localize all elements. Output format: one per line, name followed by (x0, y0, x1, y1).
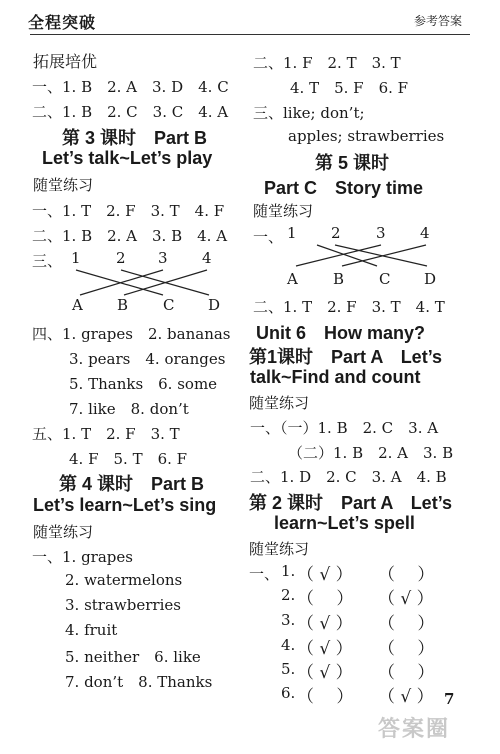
watermark-logo: 答案圈 (378, 717, 451, 742)
lesson3-row-2: 二、1. B 2. A 3. B 4. A (32, 227, 228, 245)
lesson4-row-5: 5. neither 6. like (65, 648, 201, 666)
lesson5-practice-label: 随堂练习 (253, 202, 314, 220)
lesson5-subtitle: Part C Story time (264, 178, 424, 198)
lesson4-row-2: 2. watermelons (65, 571, 183, 589)
brand-logo: 全程突破 (28, 13, 97, 32)
section-label: 参考答案 (414, 14, 463, 28)
lesson4-row-1: 一、1. grapes (32, 548, 133, 566)
lesson3-si-row-1: 四、1. grapes 2. bananas (32, 325, 231, 343)
check-row-5-a: （ √ ） (297, 663, 353, 683)
lesson4-row-6: 7. don’t 8. Thanks (65, 673, 213, 691)
check-row-2-num: 2. (281, 586, 296, 604)
unit6-row-1: 一、（一）1. B 2. C 3. A (250, 419, 439, 437)
lesson4-title: 第 4 课时 Part B (59, 474, 205, 494)
lesson3-match-top-3: 3 (158, 249, 168, 267)
lesson3-match-bottom-a: A (72, 296, 83, 314)
unit6-lesson2-subtitle: learn~Let’s spell (274, 513, 415, 533)
check-row-3-num: 3. (281, 611, 296, 629)
check-row-2-a: （ ） (297, 589, 354, 609)
lesson3-row-1: 一、1. T 2. F 3. T 4. F (32, 202, 225, 220)
tuozhan-row-2: 二、1. B 2. C 3. C 4. A (32, 103, 229, 121)
check-row-1-num: 1. (281, 562, 296, 580)
lesson3-match-prefix: 三、 (32, 252, 63, 270)
right-san-row-1: 三、like; don’t; (253, 104, 365, 122)
check-row-2-b: （ √ ） (378, 589, 434, 609)
lesson5-match-top-2: 2 (331, 224, 341, 242)
check-row-6-num: 6. (281, 684, 296, 702)
unit6-lesson2-title: 第 2 课时 Part A Let’s (249, 493, 453, 513)
check-row-1-b: （ ） (378, 565, 435, 585)
lesson5-match-bottom-a: A (287, 270, 298, 288)
lesson4-row-4: 4. fruit (65, 621, 118, 639)
unit6-lesson1-title: 第1课时 Part A Let’s (249, 347, 443, 367)
check-row-1-a: （ √ ） (297, 565, 353, 585)
check-row-3-a: （ √ ） (297, 614, 353, 634)
lesson5-match-top-4: 4 (420, 224, 430, 242)
lesson5-title: 第 5 课时 (315, 153, 390, 173)
right-san-row-2: apples; strawberries (288, 127, 445, 145)
check-row-4-num: 4. (281, 636, 296, 654)
page-number: 7 (444, 690, 455, 708)
check-prefix: 一、 (249, 565, 280, 583)
lesson3-wu-row-1: 五、1. T 2. F 3. T (32, 425, 180, 443)
lesson3-match-bottom-c: C (163, 296, 175, 314)
check-row-5-b: （ ） (378, 663, 435, 683)
lesson3-title: 第 3 课时 Part B (62, 128, 208, 148)
tuozhan-row-1: 一、1. B 2. A 3. D 4. C (32, 78, 229, 96)
unit6-row-3: 二、1. D 2. C 3. A 4. B (250, 468, 447, 486)
check-row-4-b: （ ） (378, 639, 435, 659)
check-row-3-b: （ ） (378, 614, 435, 634)
lesson3-match-bottom-b: B (117, 296, 129, 314)
lesson5-match-bottom-c: C (379, 270, 391, 288)
check-row-5-num: 5. (281, 660, 296, 678)
lesson4-row-3: 3. strawberries (65, 596, 181, 614)
lesson5-match-prefix: 一、 (253, 228, 284, 246)
check-row-6-b: （ √ ） (378, 687, 434, 707)
lesson3-match-top-4: 4 (202, 249, 212, 267)
lesson5-match-bottom-b: B (333, 270, 345, 288)
lesson4-practice-label: 随堂练习 (33, 523, 94, 541)
lesson3-wu-row-2: 4. F 5. T 6. F (69, 450, 188, 468)
tuozhan-title: 拓展培优 (33, 52, 98, 71)
unit6-title: Unit 6 How many? (256, 323, 426, 343)
lesson3-si-row-4: 7. like 8. don’t (69, 400, 189, 418)
lesson5-match-bottom-d: D (424, 270, 437, 288)
unit6-practice-label: 随堂练习 (249, 394, 310, 412)
unit6-lesson1-subtitle: talk~Find and count (250, 367, 421, 387)
lesson3-subtitle: Let’s talk~Let’s play (42, 148, 213, 168)
lesson3-match-top-1: 1 (71, 249, 81, 267)
lesson3-match-bottom-d: D (208, 296, 221, 314)
unit6-practice2-label: 随堂练习 (249, 540, 310, 558)
lesson3-match-top-2: 2 (116, 249, 126, 267)
lesson3-practice-label: 随堂练习 (33, 176, 94, 194)
lesson4-subtitle: Let’s learn~Let’s sing (33, 495, 217, 515)
lesson5-match-top-1: 1 (287, 224, 297, 242)
lesson3-si-row-2: 3. pears 4. oranges (69, 350, 226, 368)
right-er-row-1: 二、1. F 2. T 3. T (253, 54, 401, 72)
check-row-6-a: （ ） (297, 687, 354, 707)
lesson3-si-row-3: 5. Thanks 6. some (69, 375, 218, 393)
right-er-row-2: 4. T 5. F 6. F (290, 79, 409, 97)
unit6-row-2: （二）1. B 2. A 3. B (288, 444, 454, 462)
check-row-4-a: （ √ ） (297, 639, 353, 659)
lesson5-er-row: 二、1. T 2. F 3. T 4. T (253, 298, 445, 316)
lesson5-match-top-3: 3 (376, 224, 386, 242)
